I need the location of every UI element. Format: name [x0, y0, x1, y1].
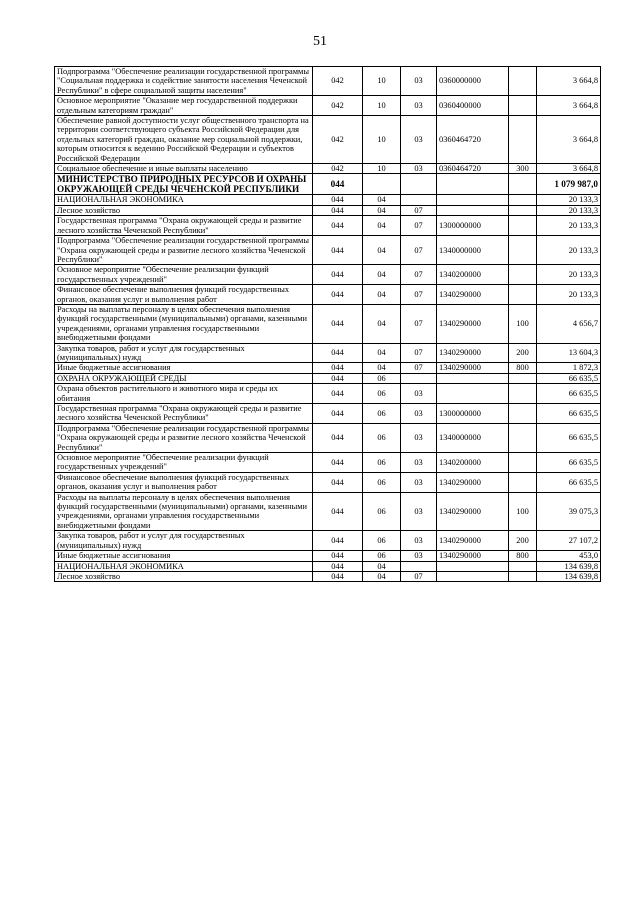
row-subsection-cell: 07: [401, 236, 437, 265]
row-name-cell: Основное мероприятие "Обеспечение реализации функций государственных учреждений": [55, 265, 313, 285]
row-code-cell: 042: [313, 67, 363, 96]
row-section-cell: 06: [363, 384, 401, 404]
row-target-cell: 1300000000: [437, 404, 509, 424]
row-code-cell: 044: [313, 236, 363, 265]
table-row: [55, 561, 601, 571]
row-sum-cell: 66 635,5: [537, 423, 601, 452]
row-expense-type-cell: [509, 404, 537, 424]
row-expense-type-cell: 800: [509, 551, 537, 561]
row-subsection-cell: 03: [401, 67, 437, 96]
row-subsection-cell: 03: [401, 472, 437, 492]
row-expense-type-cell: [509, 571, 537, 581]
row-target-cell: 1340290000: [437, 492, 509, 531]
row-subsection-cell: 03: [401, 423, 437, 452]
row-section-cell: 04: [363, 265, 401, 285]
row-subsection-cell: 07: [401, 265, 437, 285]
table-row: [55, 265, 601, 285]
row-target-cell: 0360464720: [437, 116, 509, 164]
row-target-cell: 1340000000: [437, 236, 509, 265]
page-number: 51: [313, 34, 327, 49]
row-code-cell: 044: [313, 195, 363, 205]
row-sum-cell: 1 872,3: [537, 363, 601, 373]
row-expense-type-cell: [509, 236, 537, 265]
row-expense-type-cell: [509, 116, 537, 164]
row-target-cell: [437, 561, 509, 571]
table-row: [55, 363, 601, 373]
row-sum-cell: 134 639,8: [537, 571, 601, 581]
row-expense-type-cell: [509, 384, 537, 404]
row-code-cell: 044: [313, 404, 363, 424]
row-name-cell: Охрана объектов растительного и животного мира и среды их обитания: [55, 384, 313, 404]
row-section-cell: 04: [363, 216, 401, 236]
row-code-cell: 042: [313, 116, 363, 164]
row-name-cell: Подпрограмма "Обеспечение реализации государственной программы "Социальная поддержка и содействие занятости населения Чеченской Республики" в сфере социальной защиты населения": [55, 67, 313, 96]
row-section-cell: 04: [363, 205, 401, 215]
row-section-cell: 04: [363, 195, 401, 205]
row-target-cell: 1340290000: [437, 343, 509, 363]
row-subsection-cell: 07: [401, 285, 437, 305]
row-sum-cell: 20 133,3: [537, 195, 601, 205]
row-sum-cell: 3 664,8: [537, 96, 601, 116]
row-code-cell: 044: [313, 216, 363, 236]
row-sum-cell: 20 133,3: [537, 205, 601, 215]
row-sum-cell: 20 133,3: [537, 236, 601, 265]
row-section-cell: 06: [363, 492, 401, 531]
row-expense-type-cell: [509, 423, 537, 452]
row-subsection-cell: [401, 561, 437, 571]
row-section-cell: 06: [363, 373, 401, 383]
row-name-cell: Подпрограмма "Обеспечение реализации государственной программы "Охрана окружающей среды и развитие лесного хозяйства Чеченской Республики": [55, 423, 313, 452]
row-subsection-cell: 03: [401, 384, 437, 404]
row-subsection-cell: 07: [401, 205, 437, 215]
row-expense-type-cell: [509, 216, 537, 236]
row-subsection-cell: [401, 174, 437, 195]
row-subsection-cell: 03: [401, 164, 437, 174]
row-target-cell: [437, 384, 509, 404]
row-code-cell: 044: [313, 531, 363, 551]
row-name-cell: Закупка товаров, работ и услуг для государственных (муниципальных) нужд: [55, 531, 313, 551]
row-section-cell: 06: [363, 423, 401, 452]
row-expense-type-cell: [509, 205, 537, 215]
row-subsection-cell: 07: [401, 304, 437, 343]
table-row: [55, 116, 601, 164]
row-expense-type-cell: [509, 265, 537, 285]
row-name-cell: НАЦИОНАЛЬНАЯ ЭКОНОМИКА: [55, 195, 313, 205]
row-section-cell: 04: [363, 304, 401, 343]
table-row: [55, 492, 601, 531]
row-sum-cell: 66 635,5: [537, 384, 601, 404]
row-section-cell: 04: [363, 363, 401, 373]
row-sum-cell: 66 635,5: [537, 404, 601, 424]
row-target-cell: 0360464720: [437, 164, 509, 174]
table-row: [55, 285, 601, 305]
row-sum-cell: 453,0: [537, 551, 601, 561]
table-row: [55, 195, 601, 205]
row-section-cell: 04: [363, 571, 401, 581]
row-subsection-cell: 03: [401, 531, 437, 551]
row-target-cell: 1340290000: [437, 363, 509, 373]
row-expense-type-cell: [509, 67, 537, 96]
row-expense-type-cell: 800: [509, 363, 537, 373]
row-expense-type-cell: 100: [509, 304, 537, 343]
row-name-cell: Лесное хозяйство: [55, 571, 313, 581]
table-row: [55, 373, 601, 383]
row-subsection-cell: 03: [401, 404, 437, 424]
row-subsection-cell: 07: [401, 216, 437, 236]
table-row: [55, 236, 601, 265]
row-sum-cell: 20 133,3: [537, 216, 601, 236]
row-code-cell: 044: [313, 363, 363, 373]
row-target-cell: [437, 195, 509, 205]
row-name-cell: Финансовое обеспечение выполнения функций государственных органов, оказания услуг и выполнения работ: [55, 472, 313, 492]
row-sum-cell: 3 664,8: [537, 116, 601, 164]
table-row: [55, 164, 601, 174]
row-code-cell: 044: [313, 561, 363, 571]
row-sum-cell: 3 664,8: [537, 67, 601, 96]
row-subsection-cell: [401, 373, 437, 383]
row-expense-type-cell: 100: [509, 492, 537, 531]
row-target-cell: [437, 373, 509, 383]
row-expense-type-cell: 200: [509, 343, 537, 363]
row-name-cell: Иные бюджетные ассигнования: [55, 551, 313, 561]
table-row: [55, 384, 601, 404]
row-name-cell: Подпрограмма "Обеспечение реализации государственной программы "Охрана окружающей среды и развитие лесного хозяйства Чеченской Республики": [55, 236, 313, 265]
row-target-cell: 1340290000: [437, 285, 509, 305]
row-name-cell: Расходы на выплаты персоналу в целях обеспечения выполнения функций государственными (муниципальными) органами, казенными учреждениями, органами управления государственными внебюджетными фондами: [55, 304, 313, 343]
row-name-cell: Финансовое обеспечение выполнения функций государственных органов, оказания услуг и выполнения работ: [55, 285, 313, 305]
row-sum-cell: 39 075,3: [537, 492, 601, 531]
row-name-cell: Основное мероприятие "Обеспечение реализации функций государственных учреждений": [55, 453, 313, 473]
row-name-cell: Государственная программа "Охрана окружающей среды и развитие лесного хозяйства Чеченской Республики": [55, 404, 313, 424]
table-row: [55, 174, 601, 195]
row-target-cell: [437, 174, 509, 195]
row-name-cell: Государственная программа "Охрана окружающей среды и развитие лесного хозяйства Чеченской Республики": [55, 216, 313, 236]
row-section-cell: 06: [363, 453, 401, 473]
row-target-cell: 1300000000: [437, 216, 509, 236]
row-sum-cell: 4 656,7: [537, 304, 601, 343]
row-expense-type-cell: [509, 195, 537, 205]
row-subsection-cell: 03: [401, 96, 437, 116]
row-code-cell: 044: [313, 551, 363, 561]
row-code-cell: 044: [313, 304, 363, 343]
row-sum-cell: 66 635,5: [537, 373, 601, 383]
row-sum-cell: 134 639,8: [537, 561, 601, 571]
row-name-cell: Иные бюджетные ассигнования: [55, 363, 313, 373]
table-row: [55, 343, 601, 363]
row-code-cell: 044: [313, 343, 363, 363]
row-code-cell: 044: [313, 384, 363, 404]
table-row: [55, 571, 601, 581]
row-target-cell: 1340000000: [437, 423, 509, 452]
row-subsection-cell: 03: [401, 492, 437, 531]
row-expense-type-cell: [509, 373, 537, 383]
row-expense-type-cell: [509, 174, 537, 195]
row-sum-cell: 20 133,3: [537, 285, 601, 305]
row-expense-type-cell: [509, 453, 537, 473]
row-section-cell: 04: [363, 285, 401, 305]
row-sum-cell: 1 079 987,0: [537, 174, 601, 195]
row-sum-cell: 20 133,3: [537, 265, 601, 285]
row-code-cell: 044: [313, 571, 363, 581]
row-sum-cell: 3 664,8: [537, 164, 601, 174]
row-target-cell: [437, 571, 509, 581]
row-expense-type-cell: [509, 285, 537, 305]
row-name-cell: МИНИСТЕРСТВО ПРИРОДНЫХ РЕСУРСОВ И ОХРАНЫ ОКРУЖАЮЩЕЙ СРЕДЫ ЧЕЧЕНСКОЙ РЕСПУБЛИКИ: [55, 174, 313, 195]
table-row: [55, 205, 601, 215]
table-row: [55, 304, 601, 343]
table-row: [55, 453, 601, 473]
row-expense-type-cell: [509, 96, 537, 116]
row-sum-cell: 66 635,5: [537, 472, 601, 492]
row-subsection-cell: 03: [401, 116, 437, 164]
table-row: [55, 472, 601, 492]
row-expense-type-cell: 200: [509, 531, 537, 551]
row-target-cell: 1340290000: [437, 472, 509, 492]
row-code-cell: 044: [313, 423, 363, 452]
row-target-cell: 1340290000: [437, 551, 509, 561]
row-sum-cell: 27 107,2: [537, 531, 601, 551]
table-row: [55, 67, 601, 96]
row-name-cell: Лесное хозяйство: [55, 205, 313, 215]
row-name-cell: НАЦИОНАЛЬНАЯ ЭКОНОМИКА: [55, 561, 313, 571]
row-target-cell: [437, 205, 509, 215]
row-code-cell: 044: [313, 453, 363, 473]
row-name-cell: Расходы на выплаты персоналу в целях обеспечения выполнения функций государственными (муниципальными) органами, казенными учреждениями, органами управления государственными внебюджетными фондами: [55, 492, 313, 531]
row-target-cell: 0360400000: [437, 96, 509, 116]
row-code-cell: 044: [313, 265, 363, 285]
row-subsection-cell: 07: [401, 363, 437, 373]
row-subsection-cell: 03: [401, 453, 437, 473]
row-target-cell: 0360000000: [437, 67, 509, 96]
row-code-cell: 044: [313, 285, 363, 305]
table-body: [55, 67, 601, 582]
row-section-cell: 04: [363, 343, 401, 363]
row-section-cell: 06: [363, 404, 401, 424]
row-expense-type-cell: [509, 472, 537, 492]
row-code-cell: 044: [313, 373, 363, 383]
row-name-cell: Основное мероприятие "Оказание мер государственной поддержки отдельным категориям граждан": [55, 96, 313, 116]
row-sum-cell: 66 635,5: [537, 453, 601, 473]
table-row: [55, 423, 601, 452]
row-sum-cell: 13 604,3: [537, 343, 601, 363]
row-code-cell: 044: [313, 174, 363, 195]
table-row: [55, 404, 601, 424]
row-target-cell: 1340200000: [437, 265, 509, 285]
table-row: [55, 216, 601, 236]
row-section-cell: 10: [363, 67, 401, 96]
row-code-cell: 044: [313, 492, 363, 531]
row-code-cell: 042: [313, 96, 363, 116]
table-row: [55, 531, 601, 551]
budget-table: [54, 66, 601, 582]
row-subsection-cell: 03: [401, 551, 437, 561]
row-code-cell: 044: [313, 205, 363, 215]
row-section-cell: 06: [363, 531, 401, 551]
row-section-cell: 10: [363, 96, 401, 116]
row-subsection-cell: [401, 195, 437, 205]
table-row: [55, 551, 601, 561]
row-expense-type-cell: [509, 561, 537, 571]
row-name-cell: Обеспечение равной доступности услуг общественного транспорта на территории соответствующего субъекта Российской Федерации для отдельных категорий граждан, оказание мер социальной поддержки, которым относится к ведению Российской Федерации и субъектов Российской Федерации: [55, 116, 313, 164]
row-section-cell: 04: [363, 236, 401, 265]
row-target-cell: 1340200000: [437, 453, 509, 473]
row-name-cell: ОХРАНА ОКРУЖАЮЩЕЙ СРЕДЫ: [55, 373, 313, 383]
row-name-cell: Закупка товаров, работ и услуг для государственных (муниципальных) нужд: [55, 343, 313, 363]
row-name-cell: Социальное обеспечение и иные выплаты населению: [55, 164, 313, 174]
row-section-cell: 06: [363, 472, 401, 492]
row-section-cell: 06: [363, 551, 401, 561]
row-code-cell: 044: [313, 472, 363, 492]
row-section-cell: 04: [363, 561, 401, 571]
row-section-cell: 10: [363, 164, 401, 174]
row-target-cell: 1340290000: [437, 531, 509, 551]
row-code-cell: 042: [313, 164, 363, 174]
row-target-cell: 1340290000: [437, 304, 509, 343]
table-row: [55, 96, 601, 116]
row-section-cell: [363, 174, 401, 195]
row-subsection-cell: 07: [401, 571, 437, 581]
row-section-cell: 10: [363, 116, 401, 164]
row-expense-type-cell: 300: [509, 164, 537, 174]
row-subsection-cell: 07: [401, 343, 437, 363]
